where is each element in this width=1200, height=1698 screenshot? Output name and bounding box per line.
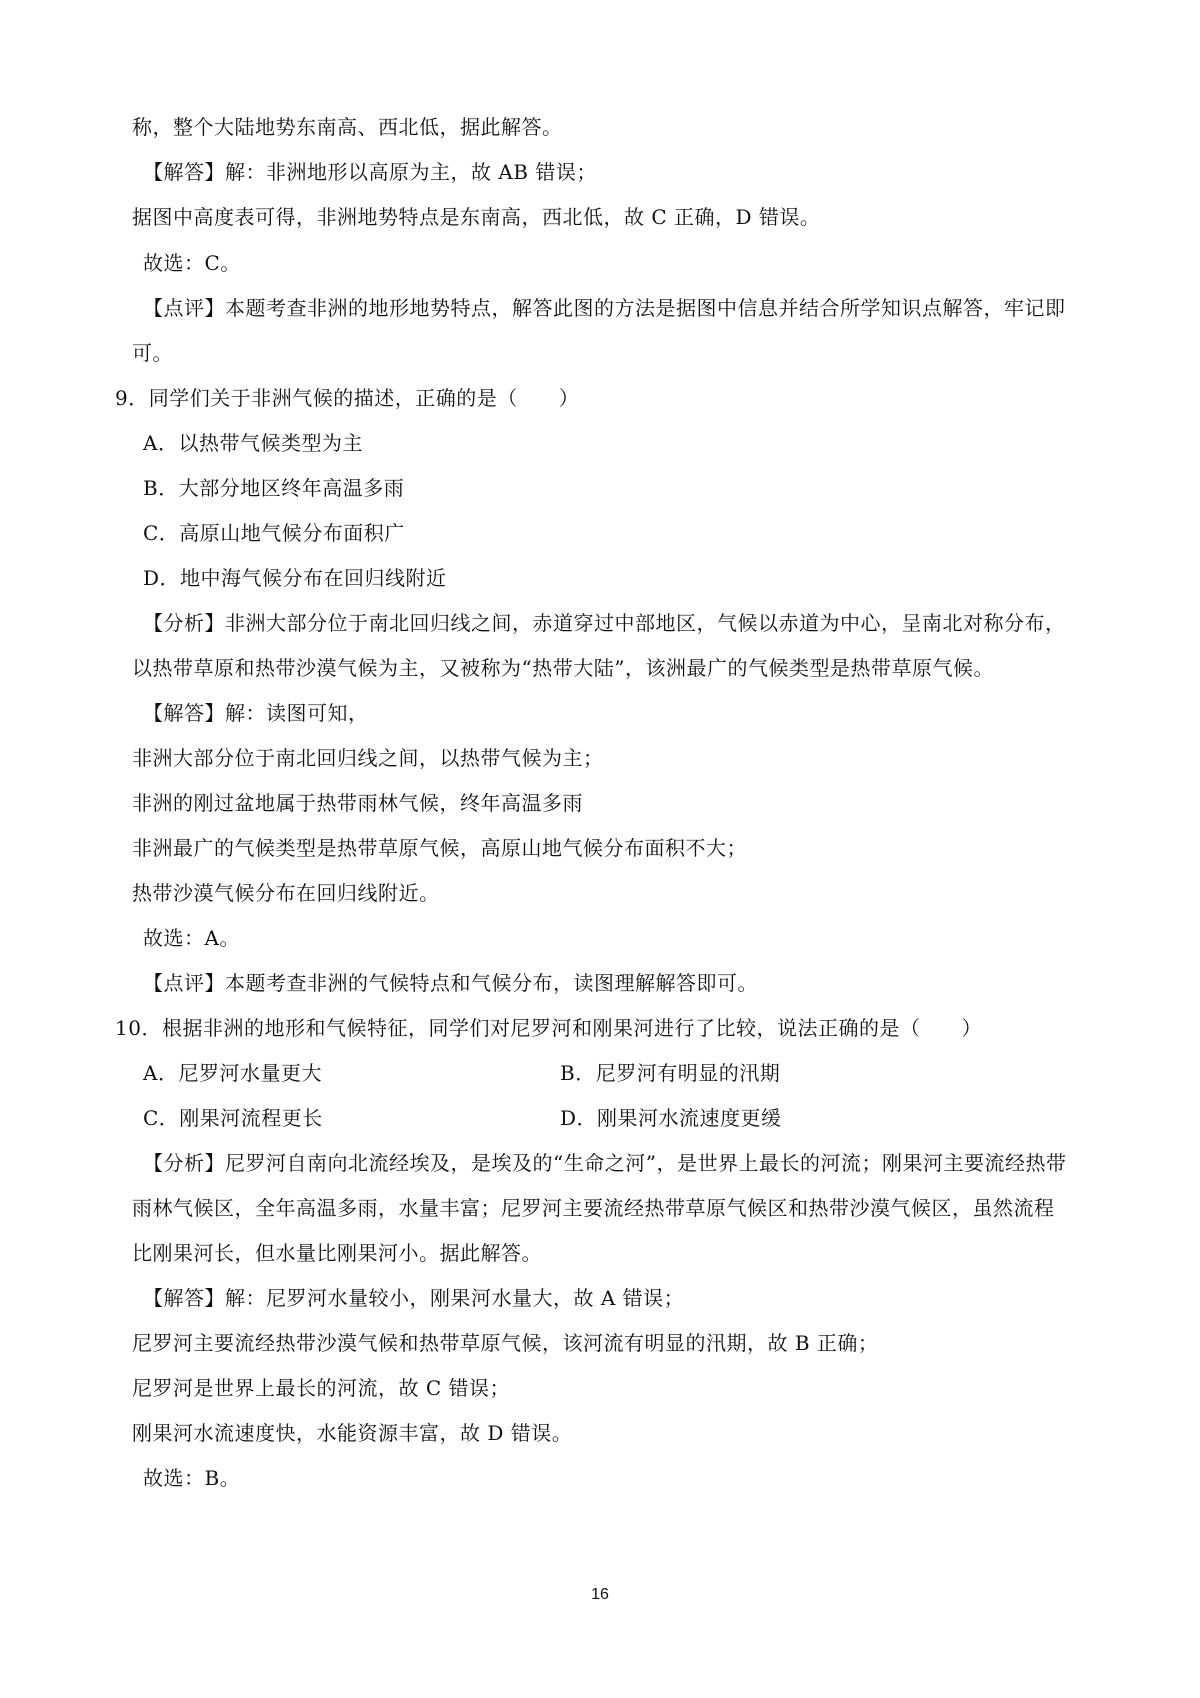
q9-analysis-line-2: 以热带草原和热带沙漠气候为主，又被称为“热带大陆”，该洲最广的气候类型是热带草原气候。 [132,656,994,680]
q8-analysis-continued: 称，整个大陆地势东南高、西北低，据此解答。 [132,115,563,139]
q9-answer-line-1: 【解答】解：读图可知， [143,701,369,725]
q10-stem: 10．根据非洲的地形和气候特征，同学们对尼罗河和刚果河进行了比较，说法正确的是（ ） [115,1016,982,1040]
q8-comment-line-1: 【点评】本题考查非洲的地形地势特点，解答此图的方法是据图中信息并结合所学知识点解答，牢记即 [143,296,1066,320]
q9-answer-line-5: 热带沙漠气候分布在回归线附近。 [132,881,440,905]
q8-choice: 故选：C。 [143,251,241,275]
q9-option-c: C．高原山地气候分布面积广 [143,521,405,545]
q9-choice: 故选：A。 [143,926,240,950]
q9-comment: 【点评】本题考查非洲的气候特点和气候分布，读图理解解答即可。 [143,971,758,995]
q10-option-b: B．尼罗河有明显的汛期 [560,1061,781,1085]
q10-answer-line-2: 尼罗河主要流经热带沙漠气候和热带草原气候，该河流有明显的汛期，故 B 正确； [132,1331,879,1355]
q10-option-d: D．刚果河水流速度更缓 [560,1106,782,1130]
q10-analysis-line-2: 雨林气候区，全年高温多雨，水量丰富；尼罗河主要流经热带草原气候区和热带沙漠气候区，虽然流程 [132,1196,1055,1220]
q8-comment-line-2: 可。 [132,341,173,365]
q9-option-b: B．大部分地区终年高温多雨 [143,476,405,500]
q9-analysis-line-1: 【分析】非洲大部分位于南北回归线之间，赤道穿过中部地区，气候以赤道为中心，呈南北对称分布， [143,611,1066,635]
q8-answer-line-2: 据图中高度表可得，非洲地势特点是东南高，西北低，故 C 正确，D 错误。 [132,205,821,229]
q10-answer-line-1: 【解答】解：尼罗河水量较小，刚果河水量大，故 A 错误； [143,1286,685,1310]
q10-option-c: C．刚果河流程更长 [143,1106,323,1130]
q9-answer-line-2: 非洲大部分位于南北回归线之间，以热带气候为主； [132,746,604,770]
q10-analysis-line-1: 【分析】尼罗河自南向北流经埃及，是埃及的“生命之河”，是世界上最长的河流；刚果河主要流经热带 [143,1151,1067,1175]
q9-answer-line-3: 非洲的刚过盆地属于热带雨林气候，终年高温多雨 [132,791,583,815]
q10-choice: 故选：B。 [143,1466,241,1490]
page-number: 16 [591,1586,609,1603]
q10-option-a: A．尼罗河水量更大 [143,1061,322,1085]
q10-answer-line-3: 尼罗河是世界上最长的河流，故 C 错误； [132,1376,511,1400]
q8-answer-line-1: 【解答】解：非洲地形以高原为主，故 AB 错误； [143,160,597,184]
q10-analysis-line-3: 比刚果河长，但水量比刚果河小。据此解答。 [132,1241,542,1265]
q9-stem: 9．同学们关于非洲气候的描述，正确的是（ ） [115,386,580,410]
q9-answer-line-4: 非洲最广的气候类型是热带草原气候，高原山地气候分布面积不大； [132,836,747,860]
q10-answer-line-4: 刚果河水流速度快，水能资源丰富，故 D 错误。 [132,1421,573,1445]
q9-option-a: A．以热带气候类型为主 [143,431,363,455]
q9-option-d: D．地中海气候分布在回归线附近 [143,566,447,590]
